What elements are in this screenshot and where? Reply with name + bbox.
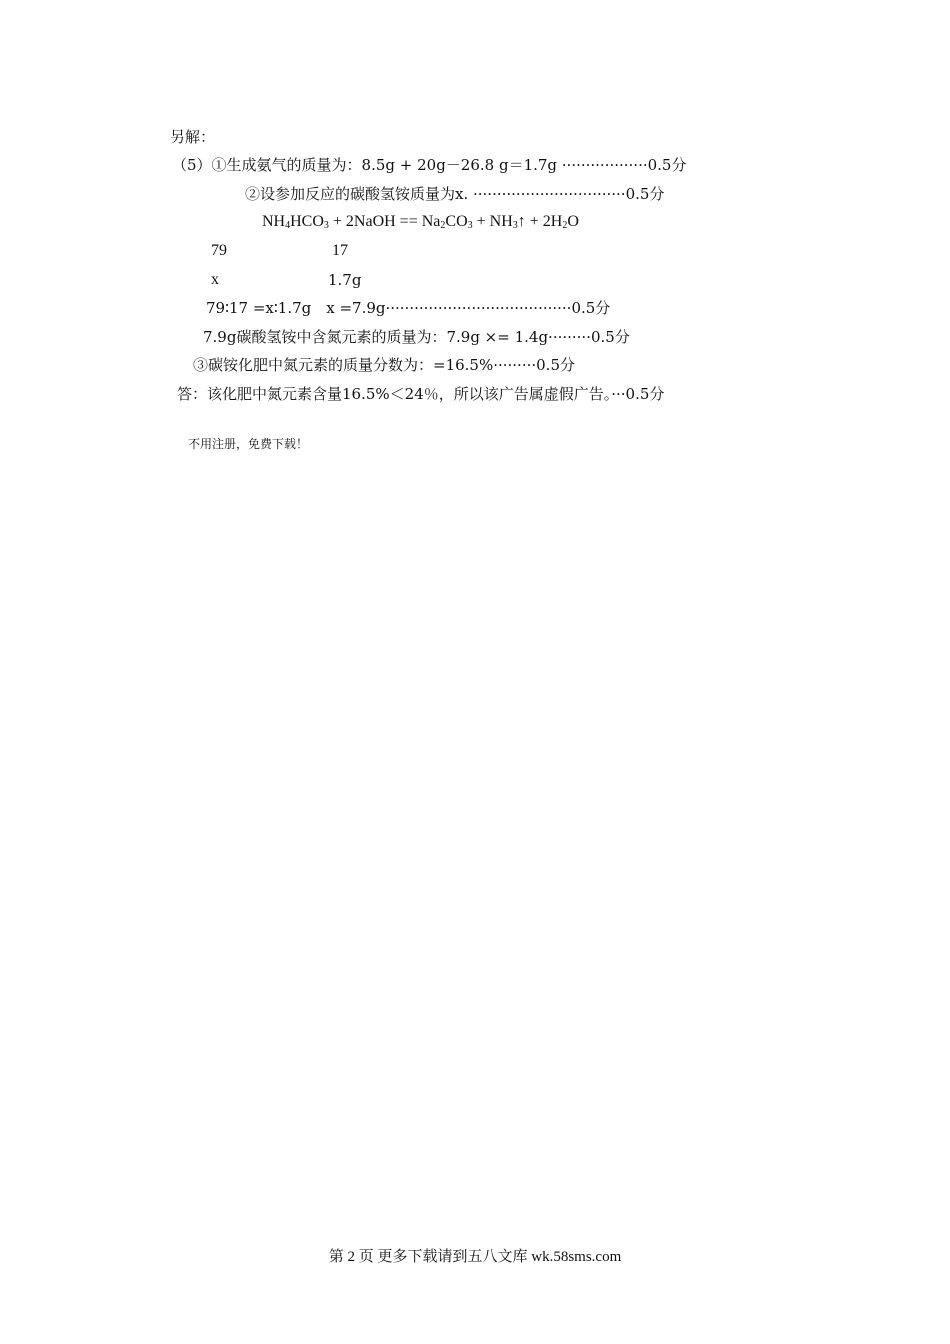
eq-subscript: 3 <box>512 220 518 231</box>
ratio-x: x <box>211 271 219 288</box>
ratio-17: 17 <box>332 242 348 259</box>
page-footer: 第 2 页 更多下载请到五八文库 wk.58sms.com <box>328 1249 622 1265</box>
gas-arrow-icon: ↑ <box>517 213 526 230</box>
heading-alternate-solution: 另解： <box>170 128 216 146</box>
eq-part: + 2H <box>525 213 563 230</box>
free-download-note: 不用注册，免费下载！ <box>188 437 309 451</box>
step1-ammonia-mass: （5）①生成氨气的质量为：8.5g + 20g－26.8 g＝1.7g ··················0.5分 <box>172 156 687 174</box>
eq-subscript: 3 <box>323 220 329 231</box>
eq-part: O <box>567 213 579 230</box>
answer-line: 答：该化肥中氮元素含量16.5%＜24％，所以该广告属虚假广告。···0.5分 <box>177 385 665 403</box>
chemical-equation <box>262 212 579 232</box>
eq-part: + 2NaOH == Na <box>328 213 441 230</box>
eq-part: CO <box>445 213 468 230</box>
eq-subscript: 4 <box>285 220 291 231</box>
eq-subscript: 3 <box>467 220 473 231</box>
eq-part: NH <box>262 213 286 230</box>
eq-part: + NH <box>472 213 513 230</box>
ratio-1-7g: 1.7g <box>328 271 362 289</box>
eq-part: HCO <box>290 213 324 230</box>
eq-subscript: 2 <box>562 220 568 231</box>
nitrogen-mass-line: 7.9g碳酸氢铵中含氮元素的质量为：7.9g ×= 1.4g·········0.5分 <box>203 328 630 346</box>
step3-nitrogen-percent: ③碳铵化肥中氮元素的质量分数为：=16.5%·········0.5分 <box>193 356 575 374</box>
proportion-line: 79∶17 =x∶1.7g x =7.9g·······································0.5分 <box>206 299 611 317</box>
ratio-79: 79 <box>211 242 227 259</box>
step2-assume-mass: ②设参加反应的碳酸氢铵质量为x. ································0.5分 <box>245 185 665 203</box>
eq-subscript: 2 <box>440 220 446 231</box>
